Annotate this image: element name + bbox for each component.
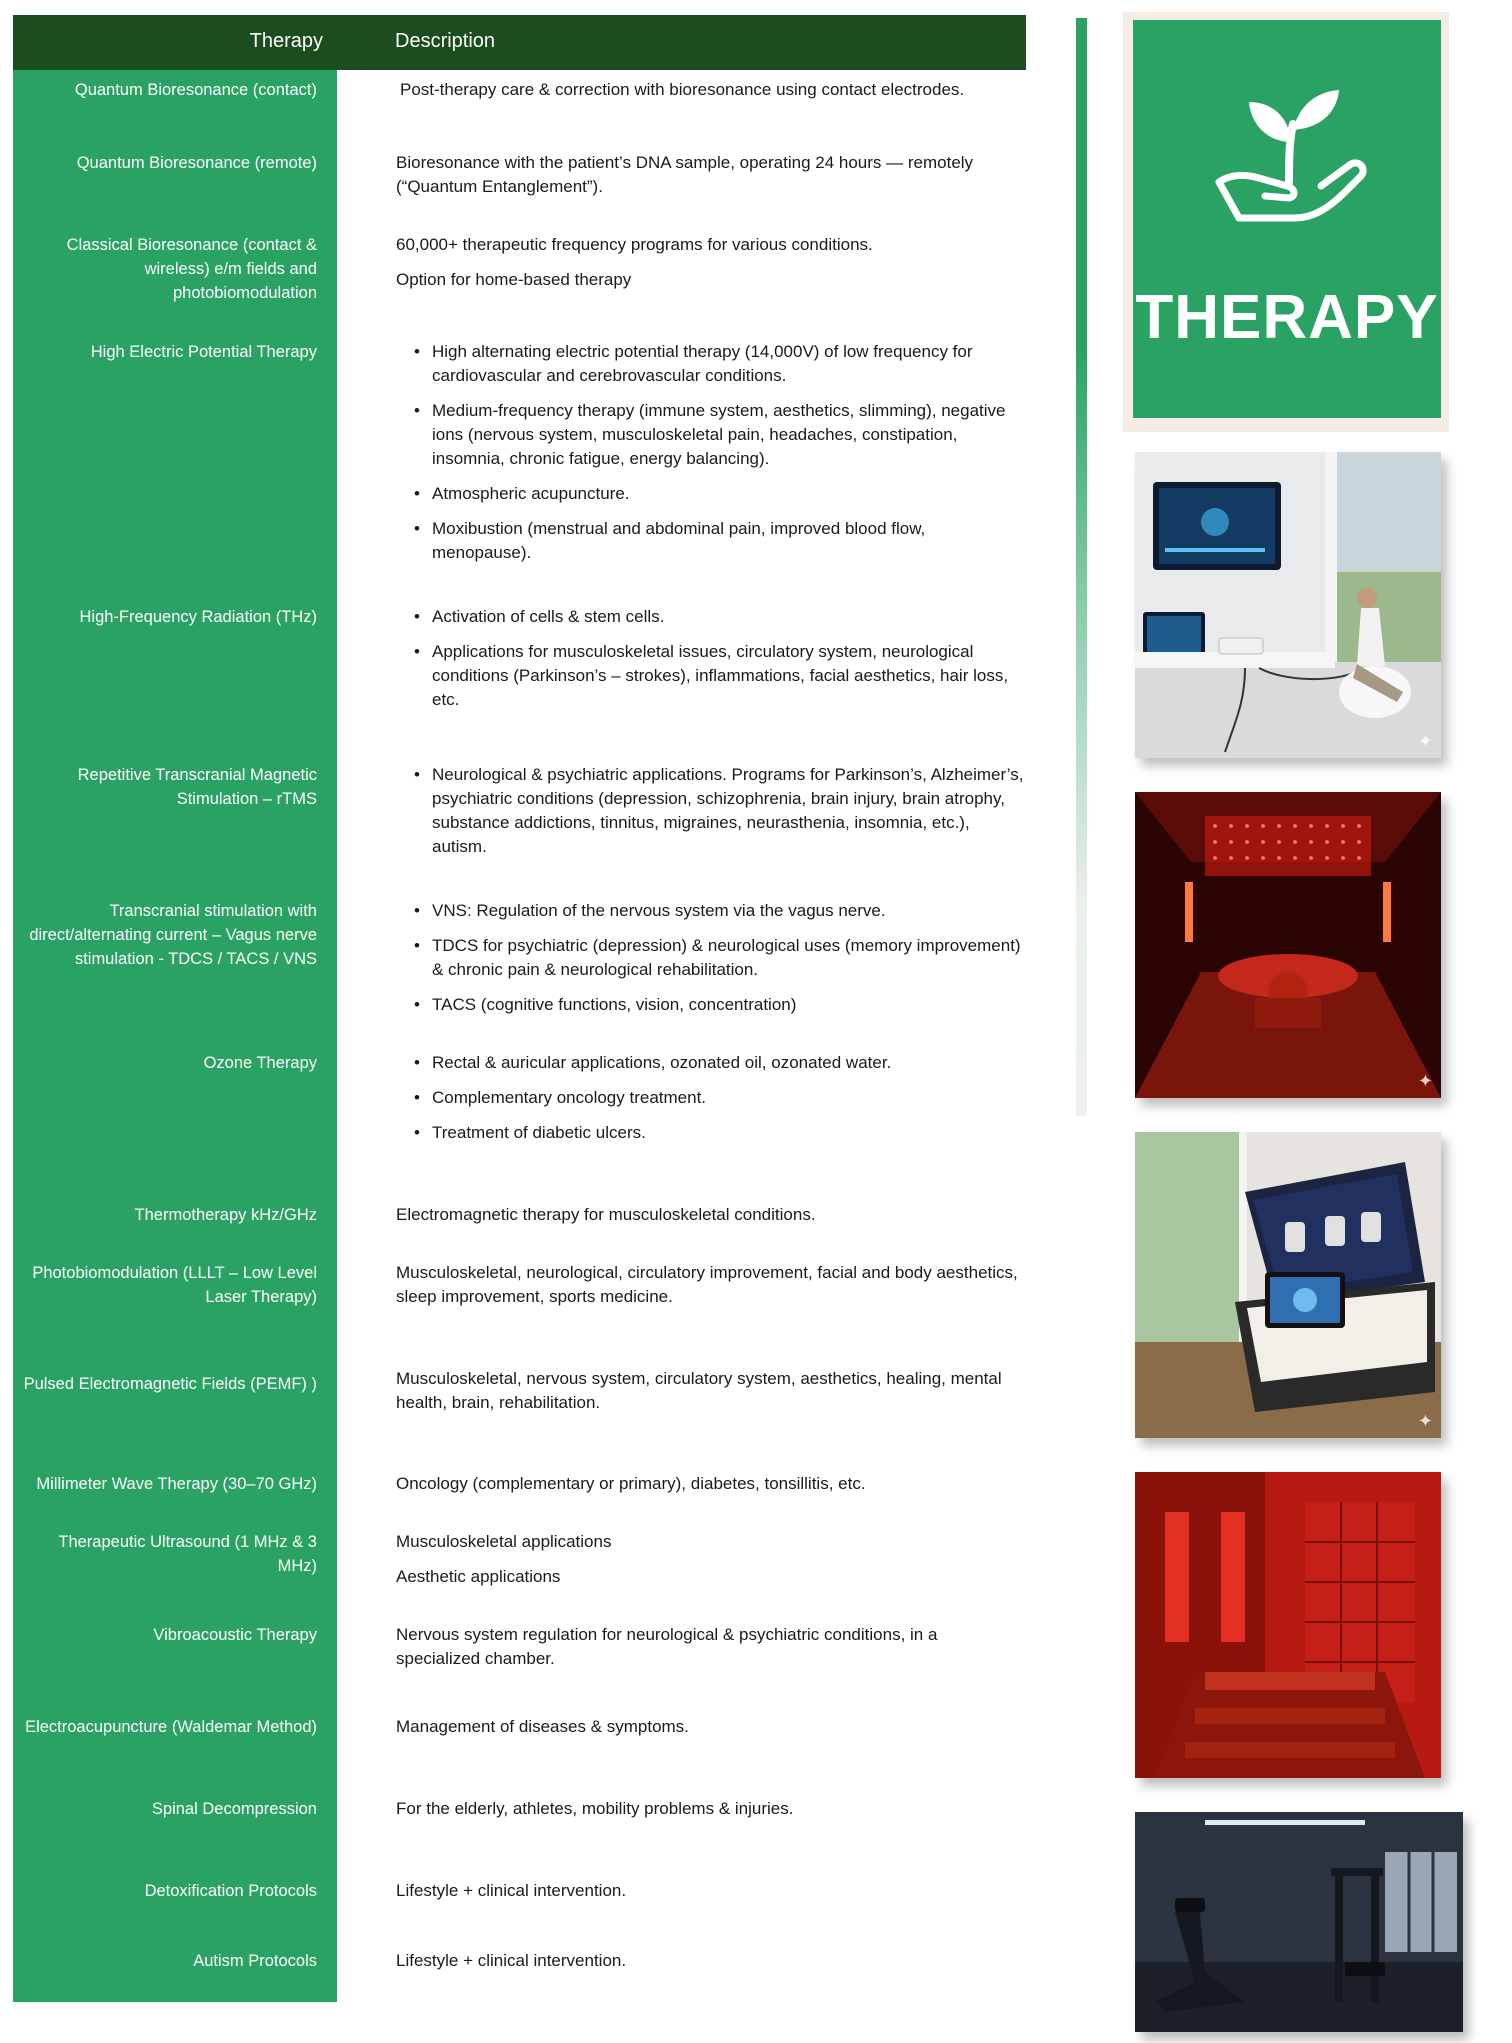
therapy-label: Pulsed Electromagnetic Fields (PEMF) ) <box>23 1375 317 1393</box>
table-header <box>13 15 1026 70</box>
therapy-label: Therapeutic Ultrasound (1 MHz & 3 MHz) <box>58 1533 317 1575</box>
therapy-description: Nervous system regulation for neurological & psychiatric conditions, in a specialized chamber. <box>396 1625 938 1668</box>
therapy-description: Musculoskeletal, nervous system, circulatory system, aesthetics, healing, mental health, brain, rehabilitation. <box>396 1369 1002 1412</box>
bullet-item: • Neurological & psychiatric applications. Programs for Parkinson’s, Alzheimer’s, psychiatric conditions (depression, schizophrenia, brain injury, brain atrophy, substance addictions, tinnitus, migraines, neurasthenia, insomnia, etc.), autism. <box>396 763 1026 859</box>
therapy-description: Lifestyle + clinical intervention. <box>396 1881 627 1900</box>
bullet-item: • High alternating electric potential therapy (14,000V) of low frequency for cardiovascular and cerebrovascular conditions. <box>396 340 1026 388</box>
sparkle-icon: ✦ <box>1417 1411 1433 1431</box>
bullet-item: • Atmospheric acupuncture. <box>396 482 1026 506</box>
photo-red-light-sauna <box>1135 792 1441 1098</box>
therapy-label: Ozone Therapy <box>203 1054 317 1072</box>
therapy-label: Vibroacoustic Therapy <box>153 1626 317 1644</box>
bullet-item: • Medium-frequency therapy (immune system, aesthetics, slimming), negative ions (nervous system, musculoskeletal pain, headaches, constipation, insomnia, chronic fatigue, energy balancing). <box>396 399 1026 471</box>
bullet-item: • Complementary oncology treatment. <box>396 1086 1026 1110</box>
therapy-description: 60,000+ therapeutic frequency programs for various conditions. Option for home-based therapy <box>396 235 873 289</box>
therapy-description: Lifestyle + clinical intervention. <box>396 1951 627 1970</box>
sparkle-icon: ✦ <box>1417 731 1433 751</box>
header-therapy: Therapy <box>249 30 323 52</box>
bullet-item: • Moxibustion (menstrual and abdominal pain, improved blood flow, menopause). <box>396 517 1026 565</box>
therapy-label: Autism Protocols <box>193 1952 317 1970</box>
therapy-description <box>396 605 1026 723</box>
therapy-label: Repetitive Transcranial Magnetic Stimulation – rTMS <box>77 766 317 808</box>
therapy-description <box>396 1051 1026 1156</box>
therapy-label: Quantum Bioresonance (remote) <box>76 154 317 172</box>
therapy-description: For the elderly, athletes, mobility problems & injuries. <box>396 1799 794 1818</box>
therapy-label: Detoxification Protocols <box>144 1882 317 1900</box>
photo-gym-room <box>1135 1812 1463 2032</box>
therapy-label: Transcranial stimulation with direct/alternating current – Vagus nerve stimulation - TDCS / TACS / VNS <box>29 902 317 968</box>
therapy-description: Electromagnetic therapy for musculoskeletal conditions. <box>396 1205 816 1224</box>
bullet-item: • TACS (cognitive functions, vision, concentration) <box>396 993 1026 1017</box>
therapy-label: Quantum Bioresonance (contact) <box>74 81 317 99</box>
bullet-item: • Rectal & auricular applications, ozonated oil, ozonated water. <box>396 1051 1026 1075</box>
therapy-label: Classical Bioresonance (contact & wireless) e/m fields and photobiomodulation <box>66 236 317 302</box>
plant-in-hand-icon <box>1209 82 1369 232</box>
therapy-label: Spinal Decompression <box>151 1800 317 1818</box>
therapy-label: Millimeter Wave Therapy (30–70 GHz) <box>36 1475 317 1493</box>
therapy-description <box>396 340 1026 576</box>
bullet-item: • Treatment of diabetic ulcers. <box>396 1121 1026 1145</box>
bullet-item: • Activation of cells & stem cells. <box>396 605 1026 629</box>
photo-infrared-chamber <box>1135 1472 1441 1778</box>
photo-bioresonance-room <box>1135 452 1441 758</box>
photo-portable-device-case <box>1135 1132 1441 1438</box>
bullet-item: • Applications for musculoskeletal issues, circulatory system, neurological conditions (Parkinson’s – strokes), inflammations, facial aesthetics, hair loss, etc. <box>396 640 1026 712</box>
therapy-label: Thermotherapy kHz/GHz <box>134 1206 317 1224</box>
therapy-description: Oncology (complementary or primary), diabetes, tonsillitis, etc. <box>396 1474 866 1493</box>
vertical-accent-bar <box>1076 18 1087 1116</box>
therapy-label: High Electric Potential Therapy <box>90 343 317 361</box>
therapy-description: Management of diseases & symptoms. <box>396 1717 689 1736</box>
therapy-description: Musculoskeletal, neurological, circulatory improvement, facial and body aesthetics, sleep improvement, sports medicine. <box>396 1263 1018 1306</box>
logo-wordmark: THERAPY <box>1135 283 1439 352</box>
therapy-label: Photobiomodulation (LLLT – Low Level Laser Therapy) <box>32 1264 317 1306</box>
therapy-description <box>396 763 1026 870</box>
therapy-description <box>396 899 1026 1028</box>
therapy-label: High-Frequency Radiation (THz) <box>79 608 317 626</box>
therapy-label: Electroacupuncture (Waldemar Method) <box>25 1718 317 1736</box>
therapy-description: Bioresonance with the patient’s DNA sample, operating 24 hours — remotely (“Quantum Entanglement”). <box>396 153 974 196</box>
therapy-description: Post-therapy care & correction with bioresonance using contact electrodes. <box>400 80 965 99</box>
bullet-item: • VNS: Regulation of the nervous system via the vagus nerve. <box>396 899 1026 923</box>
sparkle-icon: ✦ <box>1417 1071 1433 1091</box>
therapy-description: Musculoskeletal applications Aesthetic applications <box>396 1532 612 1586</box>
bullet-item: • TDCS for psychiatric (depression) & neurological uses (memory improvement) & chronic pain & neurological rehabilitation. <box>396 934 1026 982</box>
therapy-logo <box>1133 20 1441 418</box>
header-description: Description <box>395 30 496 52</box>
